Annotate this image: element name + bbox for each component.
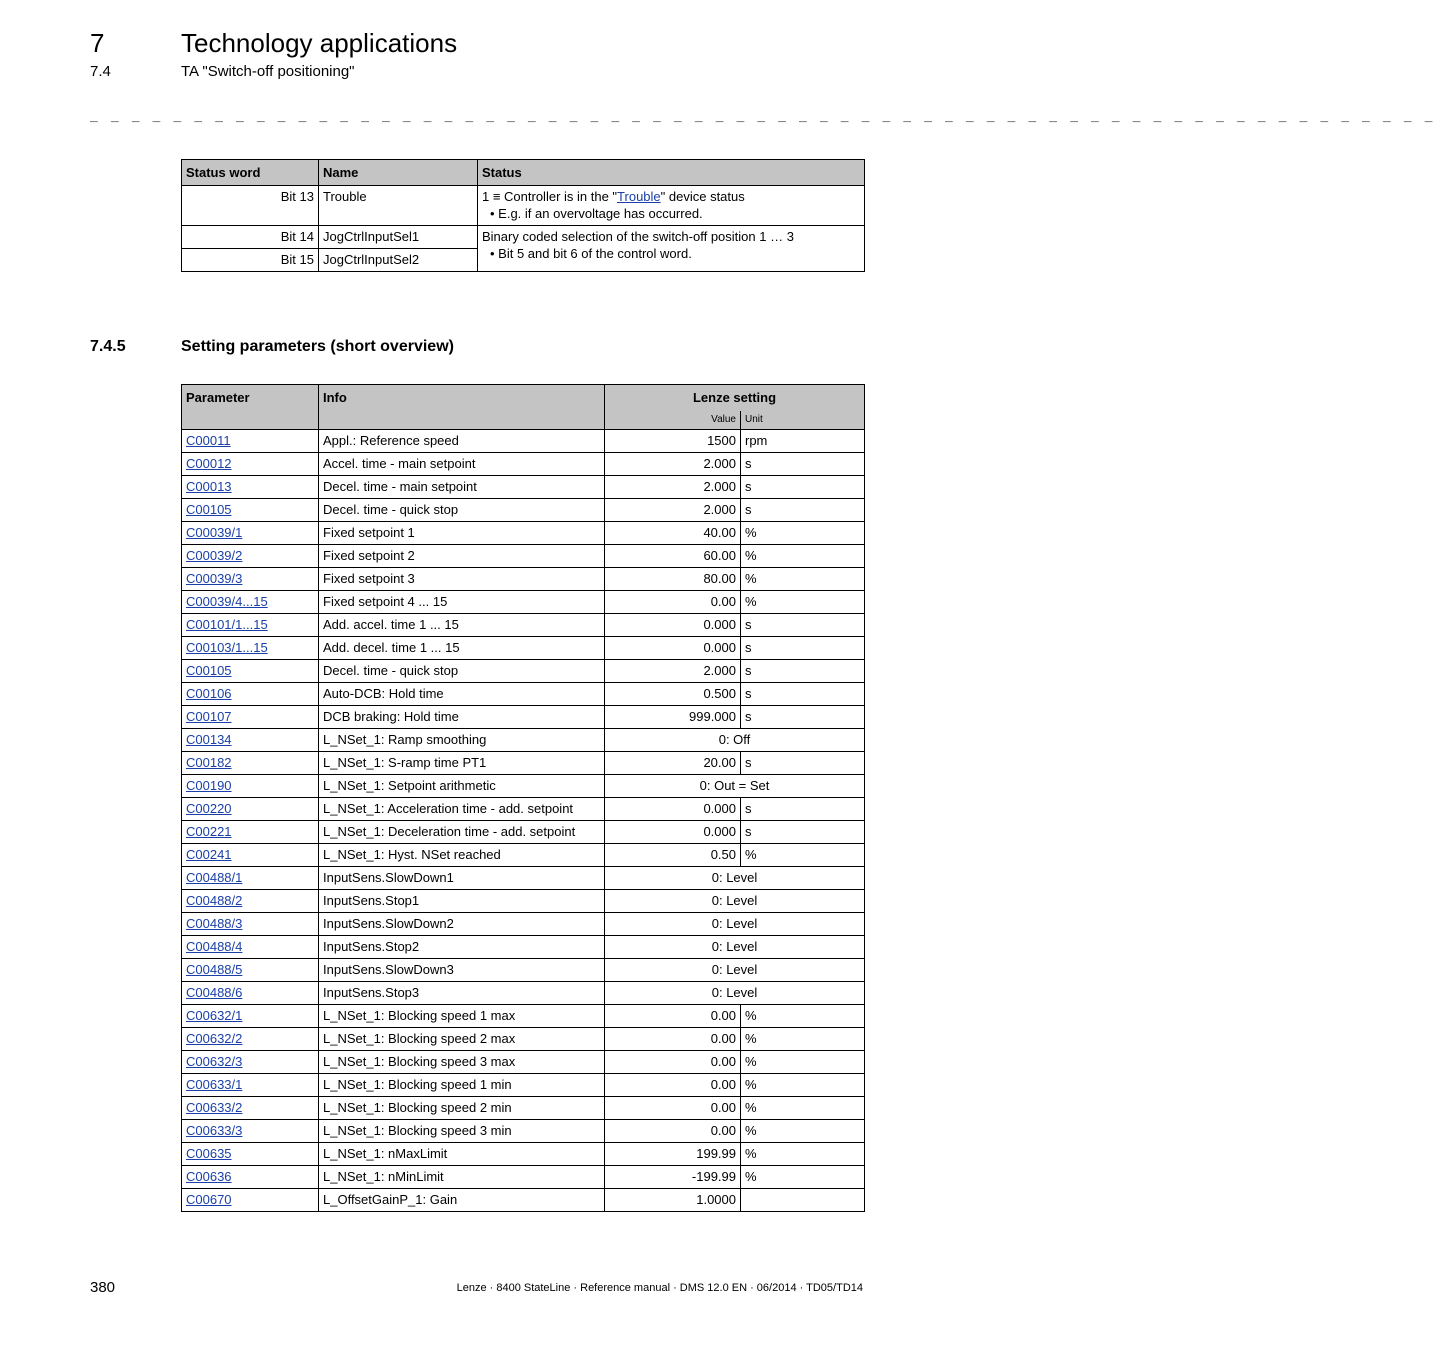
table-row [182, 936, 865, 959]
status-word-cell: Bit 15 [182, 249, 319, 272]
table-row [182, 545, 865, 568]
parameter-code-cell [182, 499, 319, 522]
parameter-info-cell: Fixed setpoint 1 [319, 522, 605, 545]
parameter-code-cell [182, 476, 319, 499]
parameter-info-cell: InputSens.SlowDown1 [319, 867, 605, 890]
status-text: 1 ≡ Controller is in the " [482, 189, 618, 204]
parameter-info-cell: L_NSet_1: Setpoint arithmetic [319, 775, 605, 798]
col-header-parameter: Parameter [182, 385, 319, 430]
status-text: " device status [660, 189, 745, 204]
parameter-unit-cell: s [741, 683, 865, 706]
parameter-code-cell [182, 591, 319, 614]
parameter-unit-cell: s [741, 821, 865, 844]
parameter-value-cell: 80.00 [605, 568, 741, 591]
header-separator: _ _ _ _ _ _ _ _ _ _ _ _ _ _ _ _ _ _ _ _ _ _ _ _ _ _ _ _ _ _ _ _ _ _ _ _ _ _ _ _ _ _ _ _ _ _ _ _ _ _ _ _ _ _ _ _ _ _ _ _ _ _ _ _ _ [90, 108, 1435, 123]
parameter-value-cell: 0.50 [605, 844, 741, 867]
table-row [182, 430, 865, 453]
status-description-cell [478, 226, 865, 272]
parameter-link[interactable]: C00221 [186, 824, 232, 839]
subsection-title: Setting parameters (short overview) [181, 338, 454, 355]
parameter-info-cell: Decel. time - quick stop [319, 499, 605, 522]
parameter-code-cell [182, 890, 319, 913]
parameter-link[interactable]: C00105 [186, 663, 232, 678]
parameter-code-cell [182, 982, 319, 1005]
parameter-setting-cell: 0: Level [605, 867, 865, 890]
parameter-info-cell: Fixed setpoint 2 [319, 545, 605, 568]
parameter-value-cell: 2.000 [605, 476, 741, 499]
parameter-code-cell [182, 568, 319, 591]
parameter-code-cell [182, 959, 319, 982]
parameter-code-cell [182, 545, 319, 568]
parameter-info-cell: Appl.: Reference speed [319, 430, 605, 453]
col-header-status: Status [478, 160, 865, 186]
table-row [182, 890, 865, 913]
parameter-link[interactable]: C00105 [186, 502, 232, 517]
table-row [182, 1028, 865, 1051]
status-description-cell [478, 186, 865, 226]
parameter-info-cell: L_NSet_1: Blocking speed 3 max [319, 1051, 605, 1074]
parameter-code-cell [182, 1051, 319, 1074]
parameter-info-cell: L_OffsetGainP_1: Gain [319, 1189, 605, 1212]
parameter-link[interactable]: C00633/3 [186, 1123, 243, 1138]
table-row [182, 591, 865, 614]
parameter-link[interactable]: C00488/4 [186, 939, 243, 954]
parameter-value-cell: 0.00 [605, 1097, 741, 1120]
footer-doc-info: Lenze · 8400 StateLine · Reference manual · DMS 12.0 EN · 06/2014 · TD05/TD14 [456, 1282, 863, 1294]
parameter-value-cell: 2.000 [605, 453, 741, 476]
parameter-unit-cell: % [741, 1143, 865, 1166]
parameter-code-cell [182, 430, 319, 453]
col-header-status-word: Status word [182, 160, 319, 186]
param-table-header [182, 385, 865, 412]
status-table-header [182, 160, 865, 186]
table-row [182, 186, 865, 226]
parameter-info-cell: L_NSet_1: Blocking speed 1 min [319, 1074, 605, 1097]
parameter-value-cell: 40.00 [605, 522, 741, 545]
parameter-link[interactable]: C00039/2 [186, 548, 243, 563]
parameter-unit-cell: s [741, 798, 865, 821]
table-row [182, 476, 865, 499]
table-row [182, 913, 865, 936]
parameter-code-cell [182, 683, 319, 706]
parameter-link[interactable]: C00039/1 [186, 525, 243, 540]
parameter-unit-cell: % [741, 1097, 865, 1120]
parameter-link[interactable]: C00220 [186, 801, 232, 816]
table-row [182, 614, 865, 637]
parameter-value-cell: 2.000 [605, 660, 741, 683]
col-header-name: Name [319, 160, 478, 186]
parameter-info-cell: Add. decel. time 1 ... 15 [319, 637, 605, 660]
parameter-info-cell: DCB braking: Hold time [319, 706, 605, 729]
parameter-info-cell: L_NSet_1: Acceleration time - add. setpoint [319, 798, 605, 821]
table-row [182, 844, 865, 867]
parameter-unit-cell: % [741, 522, 865, 545]
parameter-code-cell [182, 1074, 319, 1097]
parameter-value-cell: 0.00 [605, 1028, 741, 1051]
parameter-code-cell [182, 798, 319, 821]
table-row [182, 752, 865, 775]
table-row [182, 453, 865, 476]
trouble-link[interactable]: Trouble [617, 189, 661, 204]
parameter-unit-cell: s [741, 453, 865, 476]
table-row [182, 1097, 865, 1120]
parameter-link[interactable]: C00039/3 [186, 571, 243, 586]
parameter-unit-cell: s [741, 637, 865, 660]
parameter-code-cell [182, 660, 319, 683]
parameter-info-cell: Decel. time - quick stop [319, 660, 605, 683]
status-name-cell: JogCtrlInputSel1 [319, 226, 478, 249]
parameter-link[interactable]: C00039/4...15 [186, 594, 268, 609]
parameter-info-cell: Accel. time - main setpoint [319, 453, 605, 476]
parameter-info-cell: L_NSet_1: Hyst. NSet reached [319, 844, 605, 867]
parameter-info-cell: InputSens.Stop1 [319, 890, 605, 913]
table-row [182, 660, 865, 683]
table-row [182, 683, 865, 706]
parameter-link[interactable]: C00134 [186, 732, 232, 747]
parameter-link[interactable]: C00011 [186, 433, 231, 448]
parameter-link[interactable]: C00013 [186, 479, 232, 494]
parameter-link[interactable]: C00182 [186, 755, 232, 770]
col-header-lenze-setting: Lenze setting [605, 385, 865, 412]
parameter-link[interactable]: C00488/2 [186, 893, 243, 908]
parameter-info-cell: Decel. time - main setpoint [319, 476, 605, 499]
table-row [182, 1074, 865, 1097]
parameter-code-cell [182, 821, 319, 844]
parameter-info-cell: L_NSet_1: nMinLimit [319, 1166, 605, 1189]
parameter-info-cell: L_NSet_1: Deceleration time - add. setpoint [319, 821, 605, 844]
parameter-info-cell: InputSens.SlowDown2 [319, 913, 605, 936]
table-row [182, 798, 865, 821]
chapter-number: 7 [90, 28, 105, 58]
parameter-value-cell: 0.500 [605, 683, 741, 706]
parameter-setting-cell: 0: Off [605, 729, 865, 752]
parameter-link[interactable]: C00632/3 [186, 1054, 243, 1069]
parameter-unit-cell: % [741, 1005, 865, 1028]
parameter-value-cell: 0.000 [605, 614, 741, 637]
parameter-unit-cell: s [741, 499, 865, 522]
status-text: Binary coded selection of the switch-off position 1 … 3 [482, 229, 794, 244]
parameter-code-cell [182, 522, 319, 545]
parameter-setting-cell: 0: Level [605, 890, 865, 913]
parameter-info-cell: L_NSet_1: Blocking speed 2 max [319, 1028, 605, 1051]
parameter-info-cell: Fixed setpoint 4 ... 15 [319, 591, 605, 614]
parameter-unit-cell: % [741, 568, 865, 591]
chapter-title: Technology applications [181, 28, 458, 58]
parameter-value-cell: 0.000 [605, 637, 741, 660]
parameter-info-cell: L_NSet_1: Blocking speed 3 min [319, 1120, 605, 1143]
table-row [182, 1189, 865, 1212]
parameter-link[interactable]: C00012 [186, 456, 232, 471]
parameter-code-cell [182, 1166, 319, 1189]
status-bullet: • E.g. if an overvoltage has occurred. [490, 206, 703, 221]
parameter-value-cell: 0.00 [605, 591, 741, 614]
parameter-link[interactable]: C00635 [186, 1146, 232, 1161]
parameter-setting-cell: 0: Level [605, 982, 865, 1005]
col-header-value: Value [605, 411, 741, 430]
table-row [182, 1166, 865, 1189]
status-word-cell: Bit 13 [182, 186, 319, 226]
table-row [182, 522, 865, 545]
parameter-value-cell: 999.000 [605, 706, 741, 729]
parameter-link[interactable]: C00241 [186, 847, 232, 862]
parameter-code-cell [182, 1097, 319, 1120]
parameter-code-cell [182, 867, 319, 890]
parameter-unit-cell [741, 1189, 865, 1212]
parameter-info-cell: InputSens.SlowDown3 [319, 959, 605, 982]
parameter-link[interactable]: C00190 [186, 778, 232, 793]
table-row [182, 982, 865, 1005]
parameter-value-cell: 2.000 [605, 499, 741, 522]
parameter-table [181, 384, 865, 1212]
parameter-info-cell: L_NSet_1: Blocking speed 2 min [319, 1097, 605, 1120]
status-bullet: • Bit 5 and bit 6 of the control word. [490, 246, 692, 261]
parameter-unit-cell: s [741, 614, 865, 637]
parameter-unit-cell: % [741, 545, 865, 568]
parameter-info-cell: Auto-DCB: Hold time [319, 683, 605, 706]
parameter-setting-cell: 0: Level [605, 913, 865, 936]
parameter-value-cell: 0.00 [605, 1005, 741, 1028]
table-row [182, 729, 865, 752]
table-row [182, 1051, 865, 1074]
parameter-link[interactable]: C00488/5 [186, 962, 243, 977]
parameter-info-cell: L_NSet_1: nMaxLimit [319, 1143, 605, 1166]
parameter-link[interactable]: C00488/6 [186, 985, 243, 1000]
table-row [182, 775, 865, 798]
parameter-code-cell [182, 1189, 319, 1212]
parameter-code-cell [182, 453, 319, 476]
parameter-info-cell: Add. accel. time 1 ... 15 [319, 614, 605, 637]
parameter-code-cell [182, 913, 319, 936]
col-header-info: Info [319, 385, 605, 430]
parameter-value-cell: 0.000 [605, 798, 741, 821]
parameter-value-cell: 0.000 [605, 821, 741, 844]
parameter-unit-cell: s [741, 752, 865, 775]
parameter-code-cell [182, 1120, 319, 1143]
table-row [182, 499, 865, 522]
parameter-code-cell [182, 775, 319, 798]
parameter-unit-cell: rpm [741, 430, 865, 453]
parameter-value-cell: 1.0000 [605, 1189, 741, 1212]
table-row [182, 821, 865, 844]
page-number: 380 [90, 1279, 116, 1296]
parameter-value-cell: 0.00 [605, 1120, 741, 1143]
parameter-unit-cell: s [741, 476, 865, 499]
table-row [182, 1005, 865, 1028]
table-row [182, 706, 865, 729]
section-title: TA "Switch-off positioning" [181, 63, 355, 80]
parameter-unit-cell: s [741, 660, 865, 683]
parameter-link[interactable]: C00636 [186, 1169, 232, 1184]
parameter-value-cell: 20.00 [605, 752, 741, 775]
col-header-unit: Unit [741, 411, 865, 430]
parameter-unit-cell: % [741, 1120, 865, 1143]
parameter-value-cell: 0.00 [605, 1051, 741, 1074]
parameter-link[interactable]: C00633/1 [186, 1077, 243, 1092]
parameter-unit-cell: % [741, 591, 865, 614]
status-name-cell: Trouble [319, 186, 478, 226]
parameter-link[interactable]: C00632/1 [186, 1008, 243, 1023]
parameter-link[interactable]: C00101/1...15 [186, 617, 268, 632]
parameter-value-cell: 1500 [605, 430, 741, 453]
parameter-link[interactable]: C00633/2 [186, 1100, 243, 1115]
parameter-code-cell [182, 752, 319, 775]
parameter-link[interactable]: C00670 [186, 1192, 232, 1207]
parameter-value-cell: 60.00 [605, 545, 741, 568]
table-row [182, 867, 865, 890]
parameter-link[interactable]: C00488/3 [186, 916, 243, 931]
parameter-info-cell: InputSens.Stop3 [319, 982, 605, 1005]
parameter-code-cell [182, 936, 319, 959]
table-row [182, 568, 865, 591]
parameter-code-cell [182, 706, 319, 729]
table-row [182, 959, 865, 982]
parameter-unit-cell: % [741, 1074, 865, 1097]
parameter-unit-cell: % [741, 1166, 865, 1189]
section-number: 7.4 [90, 63, 111, 80]
parameter-info-cell: InputSens.Stop2 [319, 936, 605, 959]
parameter-code-cell [182, 1143, 319, 1166]
status-name-cell: JogCtrlInputSel2 [319, 249, 478, 272]
parameter-code-cell [182, 614, 319, 637]
table-row [182, 1143, 865, 1166]
table-row [182, 226, 865, 249]
parameter-setting-cell: 0: Out = Set [605, 775, 865, 798]
parameter-code-cell [182, 1005, 319, 1028]
parameter-link[interactable]: C00107 [186, 709, 232, 724]
status-word-cell: Bit 14 [182, 226, 319, 249]
parameter-setting-cell: 0: Level [605, 959, 865, 982]
table-row [182, 637, 865, 660]
parameter-info-cell: Fixed setpoint 3 [319, 568, 605, 591]
parameter-unit-cell: % [741, 844, 865, 867]
parameter-code-cell [182, 1028, 319, 1051]
parameter-info-cell: L_NSet_1: S-ramp time PT1 [319, 752, 605, 775]
parameter-link[interactable]: C00488/1 [186, 870, 243, 885]
parameter-value-cell: -199.99 [605, 1166, 741, 1189]
parameter-unit-cell: % [741, 1028, 865, 1051]
parameter-code-cell [182, 729, 319, 752]
parameter-link[interactable]: C00106 [186, 686, 232, 701]
parameter-unit-cell: s [741, 706, 865, 729]
parameter-value-cell: 0.00 [605, 1074, 741, 1097]
table-row [182, 1120, 865, 1143]
parameter-unit-cell: % [741, 1051, 865, 1074]
subsection-number: 7.4.5 [90, 338, 126, 355]
parameter-link[interactable]: C00632/2 [186, 1031, 243, 1046]
parameter-info-cell: L_NSet_1: Ramp smoothing [319, 729, 605, 752]
parameter-code-cell [182, 637, 319, 660]
status-word-table [181, 159, 865, 272]
parameter-info-cell: L_NSet_1: Blocking speed 1 max [319, 1005, 605, 1028]
parameter-link[interactable]: C00103/1...15 [186, 640, 268, 655]
parameter-setting-cell: 0: Level [605, 936, 865, 959]
parameter-value-cell: 199.99 [605, 1143, 741, 1166]
parameter-code-cell [182, 844, 319, 867]
